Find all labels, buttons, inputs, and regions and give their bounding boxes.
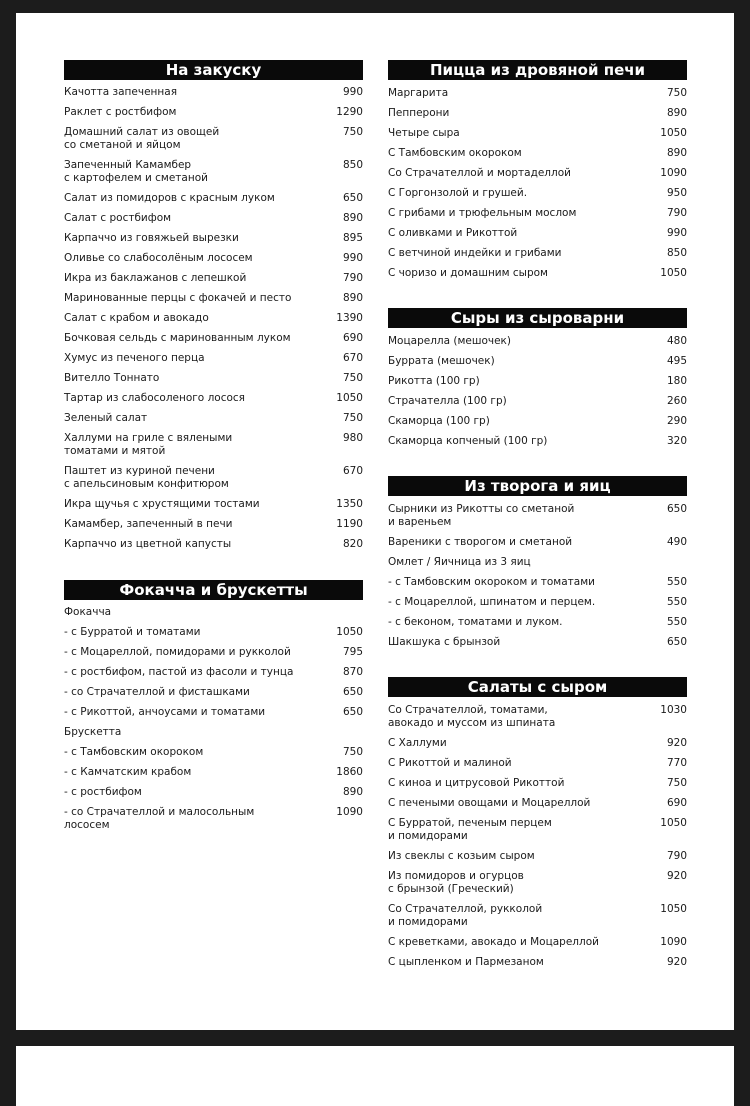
menu-item-price: 890 — [666, 106, 687, 119]
menu-item-price: 650 — [666, 635, 687, 648]
menu-item-name: Паштет из куриной печени с апельсиновым конфитюром — [64, 465, 229, 490]
menu-item-name: С чоризо и домашним сыром — [388, 266, 548, 279]
menu-item-name: Тартар из слабосоленого лосося — [64, 392, 245, 404]
menu-item — [64, 189, 363, 209]
menu-item-price: 650 — [342, 706, 363, 718]
next-page — [16, 1046, 734, 1106]
menu-item-name: Салат из помидоров с красным луком — [64, 192, 275, 204]
menu-item — [64, 723, 363, 743]
menu-item — [64, 123, 363, 156]
section-tvorog — [388, 476, 687, 652]
menu-item-name: Из свеклы с козьим сыром — [388, 849, 535, 862]
menu-item-price: 495 — [666, 354, 687, 367]
right-column — [388, 60, 687, 997]
menu-item-name: Со Страчателлой, рукколой и помидорами — [388, 902, 543, 928]
menu-item-name: - с Тамбовским окороком и томатами — [388, 575, 595, 588]
menu-item-name: - с Моцареллой, шпинатом и перцем. — [388, 595, 596, 608]
menu-item-price: 290 — [666, 414, 687, 427]
menu-item — [388, 431, 687, 451]
menu-item — [64, 783, 363, 803]
menu-item — [388, 813, 687, 846]
menu-item-price: 670 — [342, 352, 363, 364]
section-title: Салаты с сыром — [388, 677, 687, 697]
section-zakusky — [64, 60, 363, 555]
menu-item — [388, 552, 687, 572]
menu-item — [64, 83, 363, 103]
menu-item-price: 260 — [666, 394, 687, 407]
menu-item — [388, 846, 687, 866]
menu-item-name: С печеными овощами и Моцареллой — [388, 796, 591, 809]
menu-item — [388, 632, 687, 652]
menu-item-price: 1050 — [336, 626, 363, 638]
menu-item-name: С креветками, авокадо и Моцареллой — [388, 935, 599, 948]
menu-item-name: С Бурратой, печеным перцем и помидорами — [388, 816, 552, 842]
section-focaccia — [64, 580, 363, 836]
menu-item-price: 920 — [666, 736, 687, 749]
menu-item — [388, 793, 687, 813]
menu-item-price: 950 — [666, 186, 687, 199]
menu-item — [64, 349, 363, 369]
menu-item-price: 850 — [666, 246, 687, 259]
menu-item — [64, 309, 363, 329]
menu-item-price: 750 — [666, 86, 687, 99]
menu-item-name: Качотта запеченная — [64, 86, 178, 98]
menu-item — [64, 409, 363, 429]
menu-item-name: С киноа и цитрусовой Рикоттой — [388, 776, 565, 789]
menu-item-name: Оливье со слабосолёным лососем — [64, 252, 253, 264]
section-pizza — [388, 60, 687, 283]
menu-item — [64, 229, 363, 249]
menu-item-price: 850 — [342, 159, 363, 171]
menu-item-price: 990 — [342, 252, 363, 264]
menu-item-price: 320 — [666, 434, 687, 447]
menu-item-price: 1090 — [336, 806, 363, 818]
menu-item-price: 1030 — [660, 703, 687, 716]
menu-item — [388, 952, 687, 972]
menu-item-price: 650 — [666, 502, 687, 515]
menu-item-name: Зеленый салат — [64, 412, 148, 424]
menu-item-price: 890 — [342, 786, 363, 798]
menu-item — [64, 389, 363, 409]
menu-item — [64, 515, 363, 535]
menu-item-name: Со Страчателлой, томатами, авокадо и муссом из шпината — [388, 703, 556, 729]
menu-item-name: Вареники с творогом и сметаной — [388, 535, 573, 548]
menu-item — [64, 803, 363, 836]
menu-item-name: Шакшука с брынзой — [388, 635, 501, 648]
menu-item-name: Бочковая сельдь с маринованным луком — [64, 332, 291, 344]
menu-item-price: 1860 — [336, 766, 363, 778]
menu-item-name: - с ростбифом, пастой из фасоли и тунца — [64, 666, 294, 678]
menu-item-name: Маринованные перцы с фокачей и песто — [64, 292, 292, 304]
menu-item-price: 895 — [342, 232, 363, 244]
menu-item — [388, 243, 687, 263]
menu-item — [64, 269, 363, 289]
menu-item-name: - с беконом, томатами и луком. — [388, 615, 563, 628]
menu-item — [388, 103, 687, 123]
menu-item-name: - со Страчателлой и малосольным лососем — [64, 806, 255, 831]
menu-item — [388, 163, 687, 183]
menu-item-name: - с ростбифом — [64, 786, 142, 798]
menu-item-price: 180 — [666, 374, 687, 387]
menu-item — [64, 763, 363, 783]
menu-item-name: С Горгонзолой и грушей. — [388, 186, 528, 199]
menu-item-name: Икра из баклажанов с лепешкой — [64, 272, 247, 284]
menu-item-price: 1090 — [660, 166, 687, 179]
section-cheese — [388, 308, 687, 451]
menu-item-price: 820 — [342, 538, 363, 550]
menu-item-price: 670 — [342, 465, 363, 477]
menu-item-price: 750 — [342, 412, 363, 424]
menu-item-name: - со Страчателлой и фисташками — [64, 686, 250, 698]
menu-item-name: Моцарелла (мешочек) — [388, 334, 511, 347]
menu-item-name: - с Моцареллой, помидорами и рукколой — [64, 646, 291, 658]
menu-item — [64, 623, 363, 643]
menu-item-name: Сырники из Рикотты со сметаной и вареньем — [388, 502, 575, 528]
menu-item-price: 750 — [342, 126, 363, 138]
menu-item — [64, 703, 363, 723]
menu-item-price: 980 — [342, 432, 363, 444]
menu-item-name: Салат с ростбифом — [64, 212, 172, 224]
menu-item-price: 1190 — [336, 518, 363, 530]
menu-item-price: 795 — [342, 646, 363, 658]
menu-item-price: 870 — [342, 666, 363, 678]
menu-item-name: С Рикоттой и малиной — [388, 756, 512, 769]
menu-item-name: Буррата (мешочек) — [388, 354, 495, 367]
menu-item — [64, 683, 363, 703]
menu-item — [388, 499, 687, 532]
menu-item-name: С оливками и Рикоттой — [388, 226, 518, 239]
menu-item — [64, 156, 363, 189]
menu-item-price: 1290 — [336, 106, 363, 118]
menu-item-price: 1050 — [660, 126, 687, 139]
menu-item-name: Салат с крабом и авокадо — [64, 312, 209, 324]
menu-item — [388, 866, 687, 899]
menu-item-name: Четыре сыра — [388, 126, 460, 139]
menu-item — [64, 663, 363, 683]
menu-item-price: 1050 — [660, 902, 687, 915]
menu-item — [388, 733, 687, 753]
menu-item — [64, 743, 363, 763]
menu-item-price: 690 — [342, 332, 363, 344]
menu-item — [64, 462, 363, 495]
menu-item — [388, 183, 687, 203]
menu-item — [388, 351, 687, 371]
menu-item — [388, 223, 687, 243]
menu-item-name: - с Бурратой и томатами — [64, 626, 201, 638]
menu-item-price: 750 — [342, 746, 363, 758]
menu-item — [388, 203, 687, 223]
menu-item-name: Икра щучья с хрустящими тостами — [64, 498, 260, 510]
menu-item-price: 1050 — [336, 392, 363, 404]
menu-item-price: 790 — [666, 206, 687, 219]
menu-item — [388, 700, 687, 733]
menu-item-name: Омлет / Яичница из 3 яиц — [388, 555, 531, 568]
menu-item — [388, 143, 687, 163]
menu-item-name: С ветчиной индейки и грибами — [388, 246, 562, 259]
menu-item-price: 1390 — [336, 312, 363, 324]
menu-item-price: 790 — [666, 849, 687, 862]
section-title: Фокачча и брускетты — [64, 580, 363, 600]
menu-item-price: 550 — [666, 595, 687, 608]
menu-item — [64, 429, 363, 462]
menu-item-name: Страчателла (100 гр) — [388, 394, 507, 407]
menu-item-price: 480 — [666, 334, 687, 347]
menu-item-price: 920 — [666, 955, 687, 968]
menu-item — [64, 603, 363, 623]
menu-item-name: Вителло Тоннато — [64, 372, 160, 384]
menu-item-name: - с Камчатским крабом — [64, 766, 192, 778]
menu-item-name: Камамбер, запеченный в печи — [64, 518, 233, 530]
menu-item — [388, 612, 687, 632]
menu-item-price: 770 — [666, 756, 687, 769]
menu-item-price: 790 — [342, 272, 363, 284]
menu-item — [388, 773, 687, 793]
menu-item — [388, 592, 687, 612]
menu-item-price: 920 — [666, 869, 687, 882]
menu-item-name: С грибами и трюфельным мослом — [388, 206, 577, 219]
menu-item — [388, 83, 687, 103]
section-title: Сыры из сыроварни — [388, 308, 687, 328]
menu-item-price: 1350 — [336, 498, 363, 510]
menu-item-price: 990 — [666, 226, 687, 239]
menu-item — [388, 371, 687, 391]
menu-item-name: Скаморца (100 гр) — [388, 414, 490, 427]
menu-item — [388, 899, 687, 932]
left-column — [64, 60, 363, 861]
menu-item-price: 890 — [342, 212, 363, 224]
menu-item-name: Карпаччо из цветной капусты — [64, 538, 232, 550]
section-salads — [388, 677, 687, 972]
menu-item-name: Карпаччо из говяжьей вырезки — [64, 232, 239, 244]
menu-item — [64, 535, 363, 555]
menu-item-name: Раклет с ростбифом — [64, 106, 177, 118]
menu-item — [64, 249, 363, 269]
menu-item-name: Фокачча — [64, 606, 112, 618]
menu-item-name: Хумус из печеного перца — [64, 352, 205, 364]
menu-item-price: 490 — [666, 535, 687, 548]
menu-item-name: Халлуми на гриле с вялеными томатами и мятой — [64, 432, 233, 457]
menu-item-name: Маргарита — [388, 86, 449, 99]
menu-item-name: Пепперони — [388, 106, 450, 119]
menu-item — [64, 209, 363, 229]
menu-item-price: 650 — [342, 686, 363, 698]
menu-item-price: 750 — [666, 776, 687, 789]
menu-item-name: Домашний салат из овощей со сметаной и яйцом — [64, 126, 220, 151]
menu-item-name: Брускетта — [64, 726, 122, 738]
menu-item — [388, 391, 687, 411]
menu-item-name: С Халлуми — [388, 736, 447, 749]
menu-item — [388, 263, 687, 283]
menu-item — [388, 123, 687, 143]
menu-item-name: С Тамбовским окороком — [388, 146, 522, 159]
menu-page — [16, 13, 734, 1030]
menu-item-name: С цыпленком и Пармезаном — [388, 955, 544, 968]
section-title: Из творога и яиц — [388, 476, 687, 496]
menu-item-price: 750 — [342, 372, 363, 384]
section-title: Пицца из дровяной печи — [388, 60, 687, 80]
menu-item-price: 550 — [666, 615, 687, 628]
menu-item-name: Из помидоров и огурцов с брынзой (Греческий) — [388, 869, 524, 895]
menu-item — [64, 289, 363, 309]
menu-item — [388, 753, 687, 773]
menu-item-price: 550 — [666, 575, 687, 588]
menu-item-price: 990 — [342, 86, 363, 98]
menu-item-name: Рикотта (100 гр) — [388, 374, 480, 387]
menu-item-price: 1050 — [660, 266, 687, 279]
menu-item — [388, 532, 687, 552]
menu-item-name: Скаморца копченый (100 гр) — [388, 434, 548, 447]
menu-item — [388, 411, 687, 431]
menu-item — [64, 495, 363, 515]
menu-item-price: 650 — [342, 192, 363, 204]
menu-item — [64, 103, 363, 123]
menu-item — [64, 643, 363, 663]
menu-item-price: 1050 — [660, 816, 687, 829]
menu-item — [388, 331, 687, 351]
menu-item-price: 890 — [342, 292, 363, 304]
menu-item-price: 890 — [666, 146, 687, 159]
menu-item-price: 1090 — [660, 935, 687, 948]
menu-item — [388, 572, 687, 592]
menu-item-name: Запеченный Камамбер с картофелем и сметаной — [64, 159, 208, 184]
menu-item — [64, 369, 363, 389]
menu-item-name: - с Рикоттой, анчоусами и томатами — [64, 706, 266, 718]
menu-item-price: 690 — [666, 796, 687, 809]
menu-item — [388, 932, 687, 952]
menu-item-name: Со Страчателлой и мортаделлой — [388, 166, 571, 179]
section-title: На закуску — [64, 60, 363, 80]
menu-item-name: - с Тамбовским окороком — [64, 746, 204, 758]
menu-item — [64, 329, 363, 349]
